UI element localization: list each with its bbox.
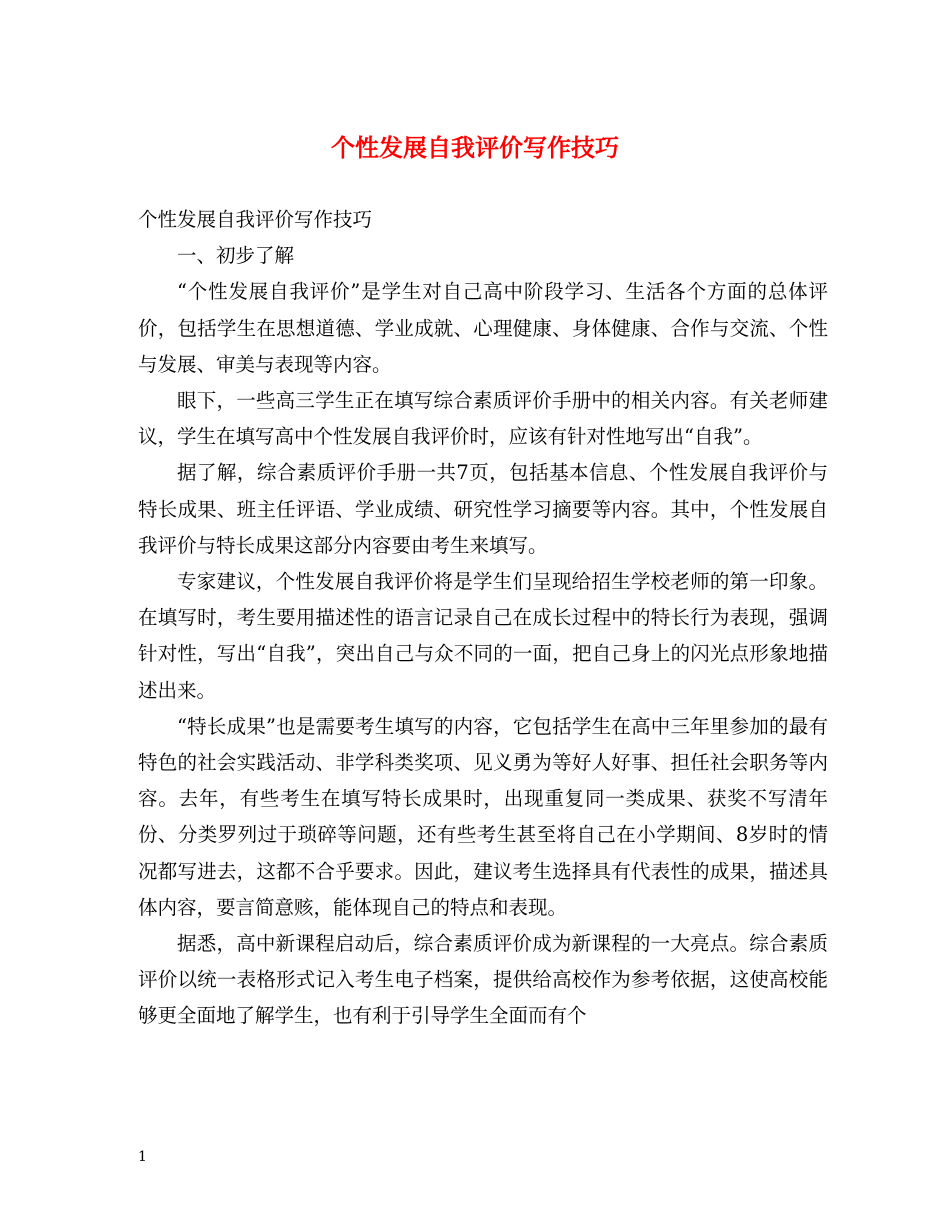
page-number: 1 <box>138 1149 147 1165</box>
document-body <box>138 202 828 1035</box>
section-heading: 一、初步了解 <box>177 244 295 268</box>
paragraph: 据了解，综合素质评价手册一共7页，包括基本信息、个性发展自我评价与特长成果、班主任评语、学业成绩、研究性学习摘要等内容。其中，个性发展自我评价与特长成果这部分内容要由考生来填写。 <box>138 461 828 557</box>
paragraph: 眼下，一些高三学生正在填写综合素质评价手册中的相关内容。有关老师建议，学生在填写高中个性发展自我评价时，应该有针对性地写出“自我”。 <box>138 389 828 449</box>
subtitle-paragraph: 个性发展自我评价写作技巧 <box>138 208 373 231</box>
paragraph: 据悉，高中新课程启动后，综合素质评价成为新课程的一大亮点。综合素质评价以统一表格形式记入考生电子档案，提供给高校作为参考依据，这使高校能够更全面地了解学生，也有利于引导学生全面而有个 <box>138 932 828 1028</box>
paragraph: “个性发展自我评价”是学生对自己高中阶段学习、生活各个方面的总体评价，包括学生在思想道德、学业成就、心理健康、身体健康、合作与交流、个性与发展、审美与表现等内容。 <box>138 280 828 376</box>
paragraph: “特长成果”也是需要考生填写的内容，它包括学生在高中三年里参加的最有特色的社会实践活动、非学科类奖项、见义勇为等好人好事、担任社会职务等内容。去年，有些考生在填写特长成果时，出现重复同一类成果、获奖不写清年份、分类罗列过于琐碎等问题，还有些考生甚至将自己在小学期间、8岁时的情况都写进去，这都不合乎要求。因此，建议考生选择具有代表性的成果，描述具体内容，要言简意赅，能体现自己的特点和表现。 <box>138 714 828 919</box>
paragraph: 专家建议，个性发展自我评价将是学生们呈现给招生学校老师的第一印象。在填写时，考生要用描述性的语言记录自己在成长过程中的特长行为表现，强调针对性，写出“自我”，突出自己与众不同的一面，把自己身上的闪光点形象地描述出来。 <box>138 570 828 702</box>
page-title: 个性发展自我评价写作技巧 <box>331 133 619 162</box>
